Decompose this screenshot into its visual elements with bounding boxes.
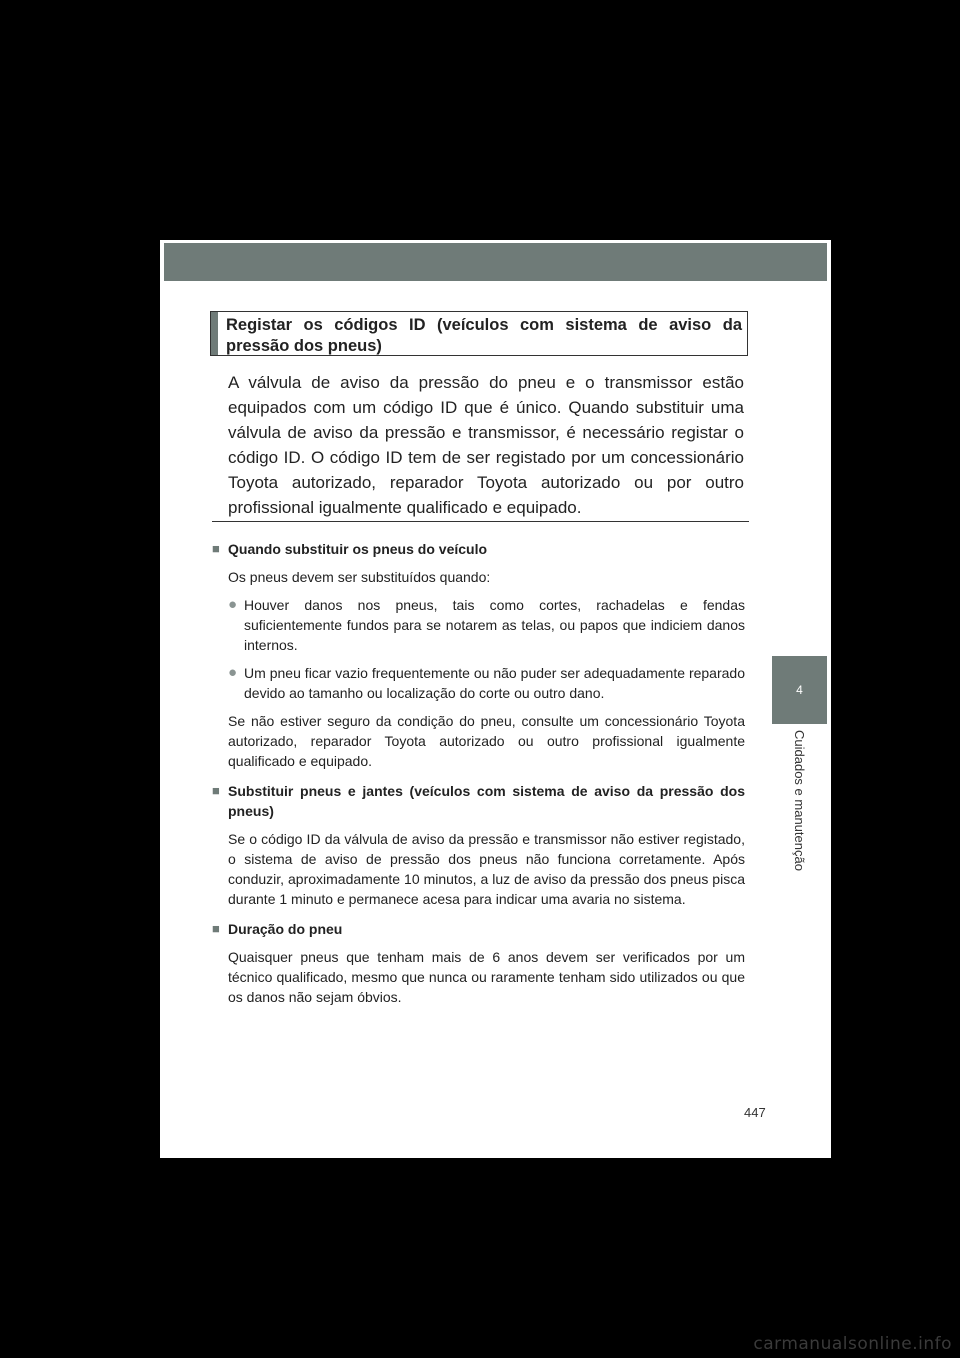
divider	[212, 521, 749, 522]
note-heading: ■ Quando substituir os pneus do veículo	[212, 541, 488, 557]
note-heading: ■ Substituir pneus e jantes (veículos com sistema de aviso da pressão dos pneus)	[212, 783, 745, 819]
notes	[212, 539, 745, 1007]
list-item: ● Houver danos nos pneus, tais como cortes, rachadelas e fendas suficientemente fundos para se notarem as telas, ou papos que indiciem danos internos.	[228, 596, 745, 653]
note-body: Os pneus devem ser substituídos quando:	[228, 569, 491, 585]
list-item: ● Um pneu ficar vazio frequentemente ou não puder ser adequadamente reparado devido ao tamanho ou localização do corte ou outro dano.	[228, 664, 745, 701]
chapter-tab	[772, 656, 827, 724]
section-body: A válvula de aviso da pressão do pneu e o transmissor estão equipados com um código ID que é único. Quando substituir uma válvula de aviso da pressão e transmissor, é necessário registar o código ID. O código ID tem de ser registado por um concessionário Toyota autorizado, reparador Toyota autorizado ou por outro profissional igualmente qualificado e equipado.	[228, 373, 744, 517]
page-number: 447	[744, 1105, 766, 1120]
square-bullet-icon: ■	[212, 541, 220, 556]
manual-page	[160, 240, 831, 1158]
header-bar	[164, 243, 827, 281]
note-body: Se o código ID da válvula de aviso da pressão e transmissor não estiver registado, o sistema de aviso de pressão dos pneus não funciona corretamente. Após conduzir, aproximadamente 10 minutos, a luz de aviso da pressão dos pneus pisca durante 1 minuto e permanece acesa para indicar uma avaria no sistema.	[228, 831, 745, 907]
note-body: Se não estiver seguro da condição do pneu, consulte um concessionário Toyota autorizado, reparador Toyota autorizado ou outro profissional igualmente qualificado e equipado.	[228, 713, 745, 769]
note-heading: ■ Duração do pneu	[212, 921, 343, 937]
circle-bullet-icon: ●	[228, 596, 238, 613]
square-bullet-icon: ■	[212, 921, 220, 936]
chapter-title: Cuidados e manutenção	[792, 730, 807, 871]
watermark: carmanualsonline.info	[753, 1334, 952, 1354]
note-body: Quaisquer pneus que tenham mais de 6 anos devem ser verificados por um técnico qualificado, mesmo que nunca ou raramente tenham sido utilizados ou que os danos não sejam óbvios.	[228, 949, 745, 1005]
chapter-number: 4	[796, 683, 803, 697]
square-bullet-icon: ■	[212, 783, 220, 798]
section-accent-bar	[211, 312, 218, 355]
circle-bullet-icon: ●	[228, 664, 238, 681]
section-title-box	[210, 311, 748, 356]
section-title: Registar os códigos ID (veículos com sistema de aviso da pressão dos pneus)	[226, 316, 742, 355]
